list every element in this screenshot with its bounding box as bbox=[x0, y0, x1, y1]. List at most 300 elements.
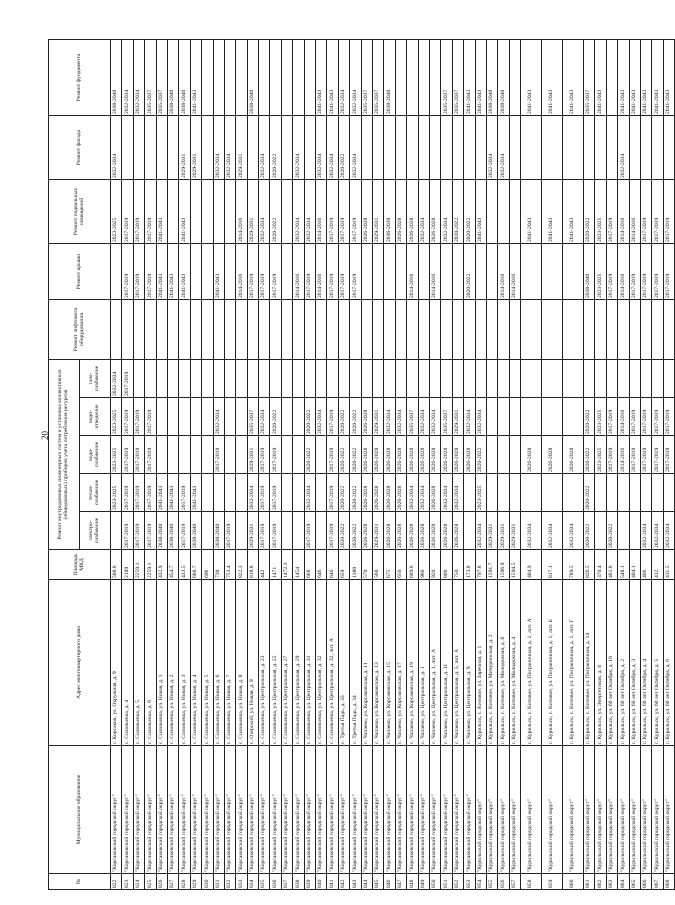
row-teplo: 2032-2034 bbox=[418, 474, 429, 512]
row-electro: 2032-2034 bbox=[563, 512, 584, 550]
row-electro: 2026-2028 bbox=[418, 512, 429, 550]
row-address: с. Соловьевка, д. 5 bbox=[133, 580, 144, 746]
row-num: 826 bbox=[156, 874, 167, 890]
row-vodootv bbox=[498, 398, 509, 436]
row-teplo: 2032-2034 bbox=[441, 474, 452, 512]
row-basement: 2032-2034 bbox=[293, 180, 304, 244]
row-teplo: 2032-2034 bbox=[407, 474, 418, 512]
row-vodootv: 2017-2019 bbox=[327, 398, 338, 436]
row-teplo: 2041-2043 bbox=[167, 474, 178, 512]
row-foundation: 2032-2034 bbox=[350, 40, 361, 116]
row-vodo: 2026-2028 bbox=[452, 436, 463, 474]
row-teplo: 2017-2019 bbox=[145, 474, 156, 512]
row-area: 800 bbox=[441, 550, 452, 580]
row-facade: 2029-2031 bbox=[236, 116, 247, 180]
row-lift bbox=[361, 300, 372, 360]
row-gaz bbox=[606, 360, 617, 398]
table-row bbox=[316, 40, 327, 890]
table-row bbox=[418, 40, 429, 890]
table-row bbox=[641, 40, 652, 890]
row-vodo: 2017-2019 bbox=[641, 436, 652, 474]
row-address: с. Соловьевка, ул. Центральная, д. 25 bbox=[270, 580, 281, 746]
row-address: г. Курильск, с. Китовое, ул. Пограничная, д. 14 bbox=[584, 580, 595, 746]
row-basement: 2036-2038 bbox=[384, 180, 395, 244]
row-basement: 2026-2028 bbox=[395, 180, 406, 244]
row-gaz bbox=[350, 360, 361, 398]
row-gaz bbox=[156, 360, 167, 398]
row-basement: 2041-2043 bbox=[542, 180, 563, 244]
row-vodootv bbox=[190, 398, 201, 436]
row-facade: 2032-2034 bbox=[486, 116, 497, 180]
row-num: 842 bbox=[338, 874, 349, 890]
row-vodo bbox=[190, 436, 201, 474]
row-vodo: 2026-2028 bbox=[361, 436, 372, 474]
row-roof bbox=[521, 244, 542, 300]
row-vodo: 2014-2016 bbox=[618, 436, 629, 474]
row-basement: 2041-2043 bbox=[475, 180, 486, 244]
row-basement: 2017-2019 bbox=[145, 180, 156, 244]
row-teplo bbox=[563, 474, 584, 512]
row-electro: 2026-2028 bbox=[429, 512, 440, 550]
row-teplo bbox=[652, 474, 663, 512]
table-row bbox=[498, 40, 509, 890]
row-teplo: 2032-2034 bbox=[452, 474, 463, 512]
row-address: с. Соловьевка, ул. Центральная, д. 23 bbox=[259, 580, 270, 746]
col-num-header: № bbox=[49, 874, 111, 890]
row-vodo: 2017-2019 bbox=[629, 436, 640, 474]
row-gaz bbox=[475, 360, 486, 398]
row-foundation bbox=[281, 40, 292, 116]
row-gaz bbox=[213, 360, 224, 398]
row-foundation: 2041-2043 bbox=[316, 40, 327, 116]
table-row bbox=[407, 40, 418, 890]
row-teplo bbox=[486, 474, 497, 512]
table-row bbox=[509, 40, 520, 890]
row-facade bbox=[452, 116, 463, 180]
row-municipality: "Курильский городской округ" bbox=[641, 746, 652, 874]
row-area: 1454 bbox=[293, 550, 304, 580]
row-address: с. Соловьевка, ул. Новая, д. 8 bbox=[236, 580, 247, 746]
row-basement: 2023-2025 bbox=[595, 180, 606, 244]
row-num: 857 bbox=[509, 874, 520, 890]
row-facade bbox=[509, 116, 520, 180]
row-facade bbox=[384, 116, 395, 180]
row-foundation: 2041-2043 bbox=[563, 40, 584, 116]
row-electro: 2029-2031 bbox=[486, 512, 497, 550]
row-gaz bbox=[270, 360, 281, 398]
row-facade bbox=[429, 116, 440, 180]
row-num: 851 bbox=[441, 874, 452, 890]
row-roof: 2014-2016 bbox=[618, 244, 629, 300]
row-area: 696 bbox=[202, 550, 213, 580]
row-lift bbox=[441, 300, 452, 360]
table-row bbox=[202, 40, 213, 890]
row-municipality: "Корсаковский городской округ" bbox=[122, 746, 133, 874]
row-municipality: "Корсаковский городской округ" bbox=[395, 746, 406, 874]
row-basement: 2032-2034 bbox=[418, 180, 429, 244]
row-teplo: 2020-2022 bbox=[584, 474, 595, 512]
row-electro: 2032-2034 bbox=[475, 512, 486, 550]
row-teplo bbox=[202, 474, 213, 512]
row-facade bbox=[606, 116, 617, 180]
row-num: 837 bbox=[281, 874, 292, 890]
row-facade bbox=[542, 116, 563, 180]
row-address: г. Курильск, с. Китовое, ул. Пограничная, д. 1, лит. Г bbox=[563, 580, 584, 746]
row-lift bbox=[213, 300, 224, 360]
row-address: с. Соловьевка, ул. Центральная, д. 31 bbox=[304, 580, 315, 746]
row-basement: 2014-2016 bbox=[316, 180, 327, 244]
row-basement bbox=[202, 180, 213, 244]
row-roof: 2017-2019 bbox=[270, 244, 281, 300]
row-teplo: 2017-2019 bbox=[327, 474, 338, 512]
row-teplo bbox=[213, 474, 224, 512]
row-roof bbox=[418, 244, 429, 300]
row-roof: 2017-2019 bbox=[629, 244, 640, 300]
row-teplo: 2026-2028 bbox=[361, 474, 372, 512]
row-teplo: 2032-2034 bbox=[304, 474, 315, 512]
row-foundation bbox=[418, 40, 429, 116]
row-gaz: 2032-2034 bbox=[111, 360, 122, 398]
row-foundation bbox=[407, 40, 418, 116]
row-vodo: 2020-2022 bbox=[304, 436, 315, 474]
col-repair-group-header: Ремонт внутридомовых инженерных систем и установка коллективных (общедомовых) приборов учета потребления ресурсов bbox=[49, 360, 80, 550]
row-foundation bbox=[213, 40, 224, 116]
row-address: г. Курильск, ул. 60 лет Октября, д. 6 bbox=[663, 580, 674, 746]
row-num: 840 bbox=[316, 874, 327, 890]
row-municipality: "Корсаковский городской округ" bbox=[259, 746, 270, 874]
row-foundation: 2032-2034 bbox=[122, 40, 133, 116]
row-address: с. Соловьевка, ул. Новая, д. 1 bbox=[156, 580, 167, 746]
row-foundation bbox=[293, 40, 304, 116]
row-basement: 2020-2022 bbox=[464, 180, 475, 244]
row-roof bbox=[384, 244, 395, 300]
row-teplo: 2023-2025 bbox=[475, 474, 486, 512]
row-num: 839 bbox=[304, 874, 315, 890]
row-num: 824 bbox=[133, 874, 144, 890]
row-lift bbox=[618, 300, 629, 360]
row-num: 845 bbox=[372, 874, 383, 890]
row-facade: 2020-2022 bbox=[338, 116, 349, 180]
row-electro bbox=[281, 512, 292, 550]
row-basement: 2041-2043 bbox=[156, 180, 167, 244]
row-electro: 2017-2019 bbox=[145, 512, 156, 550]
row-electro: 2026-2028 bbox=[441, 512, 452, 550]
table-row bbox=[350, 40, 361, 890]
row-vodootv: 2029-2031 bbox=[452, 398, 463, 436]
row-municipality: "Курильский городской округ" bbox=[542, 746, 563, 874]
row-vodootv: 2017-2019 bbox=[122, 398, 133, 436]
row-foundation: 2035-2037 bbox=[361, 40, 372, 116]
row-electro: 2020-2022 bbox=[338, 512, 349, 550]
row-gaz bbox=[629, 360, 640, 398]
row-lift bbox=[464, 300, 475, 360]
row-area: 1471 bbox=[270, 550, 281, 580]
row-vodo: 2017-2019 bbox=[133, 436, 144, 474]
row-teplo: 2017-2019 bbox=[179, 474, 190, 512]
row-municipality: "Корсаковский городской округ" bbox=[327, 746, 338, 874]
row-address: г. Курильск, ул. Энергетиков, д. 8 bbox=[595, 580, 606, 746]
row-vodo: 2017-2019 bbox=[652, 436, 663, 474]
row-vodootv: 2014-2016 bbox=[618, 398, 629, 436]
rotated-page bbox=[48, 40, 672, 890]
row-area: 454.7 bbox=[167, 550, 178, 580]
row-facade bbox=[361, 116, 372, 180]
row-electro: 2017-2019 bbox=[304, 512, 315, 550]
row-vodo: 2026-2028 bbox=[441, 436, 452, 474]
row-vodo: 2026-2028 bbox=[407, 436, 418, 474]
row-gaz bbox=[236, 360, 247, 398]
row-municipality: "Корсаковский городской округ" bbox=[213, 746, 224, 874]
row-area: 570 bbox=[361, 550, 372, 580]
table-row bbox=[145, 40, 156, 890]
row-area: 689.6 bbox=[407, 550, 418, 580]
row-roof: 2017-2019 bbox=[145, 244, 156, 300]
row-address: с. Третья Падь, д. 34 bbox=[350, 580, 361, 746]
row-teplo: 2041-2043 bbox=[190, 474, 201, 512]
row-vodootv: 2026-2028 bbox=[361, 398, 372, 436]
row-basement bbox=[498, 180, 509, 244]
col-basement-header: Ремонт подвальных помещений bbox=[49, 180, 111, 244]
col-gaz-header: газо-снабжение bbox=[80, 360, 111, 398]
table-row bbox=[542, 40, 563, 890]
col-electro-header: электро-снабжение bbox=[80, 512, 111, 550]
row-num: 864 bbox=[618, 874, 629, 890]
row-municipality: "Корсаковский городской округ" bbox=[429, 746, 440, 874]
row-electro bbox=[316, 512, 327, 550]
row-num: 830 bbox=[202, 874, 213, 890]
row-roof: 2017-2019 bbox=[350, 244, 361, 300]
table-row bbox=[372, 40, 383, 890]
row-num: 832 bbox=[224, 874, 235, 890]
row-municipality: "Курильский городской округ" bbox=[595, 746, 606, 874]
row-num: 822 bbox=[111, 874, 122, 890]
row-vodo: 2023-2025 bbox=[111, 436, 122, 474]
row-vodo: 2020-2022 bbox=[350, 436, 361, 474]
row-area: 432.9 bbox=[156, 550, 167, 580]
table-row bbox=[281, 40, 292, 890]
row-vodo: 2026-2028 bbox=[429, 436, 440, 474]
row-electro: 2017-2019 bbox=[259, 512, 270, 550]
row-num: 867 bbox=[652, 874, 663, 890]
row-vodootv bbox=[156, 398, 167, 436]
row-roof: 2014-2016 bbox=[316, 244, 327, 300]
row-roof: 2014-2016 bbox=[236, 244, 247, 300]
row-address: с. Соловьевка, д. 4 bbox=[122, 580, 133, 746]
row-foundation bbox=[509, 40, 520, 116]
row-foundation bbox=[236, 40, 247, 116]
row-basement: 2017-2019 bbox=[663, 180, 674, 244]
row-municipality: "Корсаковский городской округ" bbox=[236, 746, 247, 874]
row-area: 818.8 bbox=[247, 550, 258, 580]
row-roof: 2023-2025 bbox=[595, 244, 606, 300]
row-teplo: 2026-2028 bbox=[429, 474, 440, 512]
row-teplo: 2020-2022 bbox=[338, 474, 349, 512]
table-row bbox=[167, 40, 178, 890]
row-facade bbox=[122, 116, 133, 180]
row-basement: 2017-2019 bbox=[641, 180, 652, 244]
row-basement: 2017-2019 bbox=[327, 180, 338, 244]
table-row bbox=[361, 40, 372, 890]
row-facade: 2032-2034 bbox=[618, 116, 629, 180]
row-address: с. Соловьевка, ул. Центральная, д. 32 bbox=[316, 580, 327, 746]
row-municipality: "Курильский городской округ" bbox=[584, 746, 595, 874]
row-foundation: 2038-2040 bbox=[498, 40, 509, 116]
row-municipality: "Корсаковский городской округ" bbox=[441, 746, 452, 874]
row-gaz bbox=[641, 360, 652, 398]
row-lift bbox=[542, 300, 563, 360]
row-vodootv bbox=[563, 398, 584, 436]
row-roof bbox=[395, 244, 406, 300]
row-roof bbox=[452, 244, 463, 300]
row-teplo bbox=[281, 474, 292, 512]
row-address: с. Чапаево, ул. Центральная, д. 5, лит. А bbox=[452, 580, 463, 746]
row-electro bbox=[111, 512, 122, 550]
row-foundation: 2038-2040 bbox=[111, 40, 122, 116]
table-row bbox=[179, 40, 190, 890]
table-row bbox=[247, 40, 258, 890]
row-vodootv: 2029-2031 bbox=[372, 398, 383, 436]
row-lift bbox=[133, 300, 144, 360]
row-basement: 2020-2022 bbox=[270, 180, 281, 244]
row-teplo: 2026-2028 bbox=[384, 474, 395, 512]
row-area: 411.5 bbox=[663, 550, 674, 580]
row-address: г. Курильск, с. Китовое, ул. Пограничная, д. 1, лит. А bbox=[521, 580, 542, 746]
row-address: с. Соловьевка, ул. Новая, д. 2 bbox=[167, 580, 178, 746]
row-electro: 2029-2031 bbox=[509, 512, 520, 550]
row-municipality: "Корсаковский городской округ" bbox=[452, 746, 463, 874]
row-teplo bbox=[618, 474, 629, 512]
row-roof: 2020-2022 bbox=[464, 244, 475, 300]
row-lift bbox=[652, 300, 663, 360]
repair-schedule-table bbox=[48, 39, 675, 890]
row-municipality: "Корсаковский городской округ" bbox=[418, 746, 429, 874]
row-vodo: 2017-2019 bbox=[213, 436, 224, 474]
table-row bbox=[213, 40, 224, 890]
row-lift bbox=[509, 300, 520, 360]
row-municipality: "Корсаковский городской округ" bbox=[224, 746, 235, 874]
row-teplo: 2032-2034 bbox=[247, 474, 258, 512]
row-lift bbox=[486, 300, 497, 360]
row-vodootv: 2035-2037 bbox=[441, 398, 452, 436]
row-lift bbox=[122, 300, 133, 360]
row-area: 1591.7 bbox=[486, 550, 497, 580]
row-facade bbox=[247, 116, 258, 180]
row-facade: 2032-2034 bbox=[213, 116, 224, 180]
row-vodootv: 2017-2019 bbox=[641, 398, 652, 436]
row-municipality: "Корсаковский городской округ" bbox=[384, 746, 395, 874]
row-vodo bbox=[179, 436, 190, 474]
row-teplo bbox=[641, 474, 652, 512]
row-electro: 2038-2040 bbox=[190, 512, 201, 550]
row-roof bbox=[111, 244, 122, 300]
table-row bbox=[606, 40, 617, 890]
table-row bbox=[384, 40, 395, 890]
row-vodootv bbox=[281, 398, 292, 436]
row-roof bbox=[372, 244, 383, 300]
row-teplo bbox=[521, 474, 542, 512]
row-teplo bbox=[542, 474, 563, 512]
row-municipality: "Курильский городской округ" bbox=[498, 746, 509, 874]
row-area: 826.5 bbox=[584, 550, 595, 580]
row-municipality: "Корсаковский городской округ" bbox=[179, 746, 190, 874]
row-roof: 2041-2043 bbox=[156, 244, 167, 300]
row-municipality: "Корсаковский городской округ" bbox=[316, 746, 327, 874]
row-electro: 2026-2028 bbox=[395, 512, 406, 550]
row-foundation: 2038-2040 bbox=[486, 40, 497, 116]
row-address: с. Третья Падь, д. 33 bbox=[338, 580, 349, 746]
row-foundation: 2035-2037 bbox=[372, 40, 383, 116]
row-area: 646 bbox=[327, 550, 338, 580]
row-area: 412 bbox=[652, 550, 663, 580]
row-address: с. Чапаево, ул. Корсаковская, д. 11 bbox=[361, 580, 372, 746]
row-electro: 2017-2019 bbox=[133, 512, 144, 550]
row-municipality: "Корсаковский городской округ" bbox=[361, 746, 372, 874]
row-basement: 2041-2043 bbox=[179, 180, 190, 244]
table-row bbox=[629, 40, 640, 890]
row-facade bbox=[418, 116, 429, 180]
row-vodo: 2020-2022 bbox=[584, 436, 595, 474]
row-gaz bbox=[652, 360, 663, 398]
row-address: с. Чапаево, ул. Корсаковская, д. 15 bbox=[384, 580, 395, 746]
table-row bbox=[618, 40, 629, 890]
table-row bbox=[584, 40, 595, 890]
row-area: 817.1 bbox=[542, 550, 563, 580]
row-basement: 2032-2034 bbox=[259, 180, 270, 244]
row-vodootv: 2032-2034 bbox=[259, 398, 270, 436]
row-facade bbox=[304, 116, 315, 180]
row-foundation bbox=[224, 40, 235, 116]
table-row bbox=[122, 40, 133, 890]
row-num: 850 bbox=[429, 874, 440, 890]
row-vodootv: 2032-2034 bbox=[316, 398, 327, 436]
row-electro bbox=[293, 512, 304, 550]
row-num: 846 bbox=[384, 874, 395, 890]
row-municipality: "Курильский городской округ" bbox=[475, 746, 486, 874]
table-row bbox=[338, 40, 349, 890]
row-vodootv: 2032-2034 bbox=[395, 398, 406, 436]
row-facade bbox=[563, 116, 584, 180]
row-lift bbox=[338, 300, 349, 360]
row-lift bbox=[606, 300, 617, 360]
row-num: 829 bbox=[190, 874, 201, 890]
row-gaz bbox=[224, 360, 235, 398]
row-gaz bbox=[145, 360, 156, 398]
row-num: 843 bbox=[350, 874, 361, 890]
row-electro bbox=[618, 512, 629, 550]
row-num: 835 bbox=[259, 874, 270, 890]
row-electro: 2020-2022 bbox=[350, 512, 361, 550]
row-teplo: 2020-2022 bbox=[350, 474, 361, 512]
table-row bbox=[441, 40, 452, 890]
row-lift bbox=[293, 300, 304, 360]
row-municipality: "Корсаковский городской округ" bbox=[111, 746, 122, 874]
row-lift bbox=[407, 300, 418, 360]
row-num: 827 bbox=[167, 874, 178, 890]
row-vodootv: 2035-2037 bbox=[247, 398, 258, 436]
row-roof: 2014-2016 bbox=[498, 244, 509, 300]
row-lift bbox=[584, 300, 595, 360]
col-facade-header: Ремонт фасада bbox=[49, 116, 111, 180]
row-basement: 2041-2043 bbox=[521, 180, 542, 244]
row-num: 847 bbox=[395, 874, 406, 890]
row-facade bbox=[464, 116, 475, 180]
row-facade bbox=[595, 116, 606, 180]
row-foundation: 2038-2040 bbox=[179, 40, 190, 116]
row-foundation: 2032-2034 bbox=[338, 40, 349, 116]
row-basement: 2014-2016 bbox=[629, 180, 640, 244]
row-roof bbox=[361, 244, 372, 300]
row-municipality: "Курильский городской округ" bbox=[606, 746, 617, 874]
